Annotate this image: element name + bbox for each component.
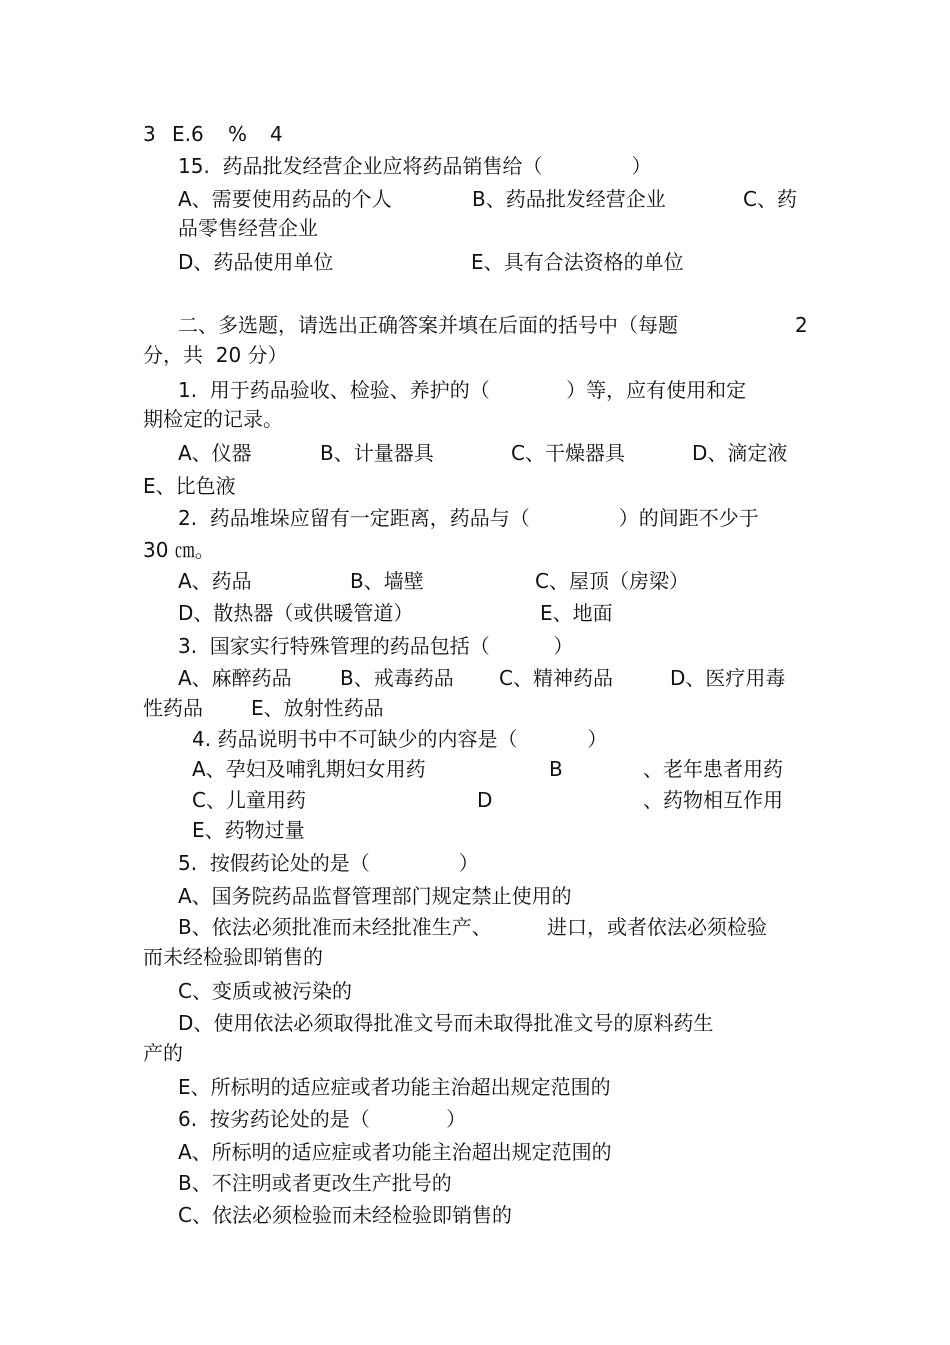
option-a: A、麻醉药品 xyxy=(178,666,292,690)
option-e: E、地面 xyxy=(540,601,613,625)
section-heading-continuation: 分，共 20 分） xyxy=(143,343,288,367)
option-e: E、比色液 xyxy=(143,474,236,498)
option-d-continuation: 性药品 xyxy=(143,696,203,720)
option-a: A、国务院药品监督管理部门规定禁止使用的 xyxy=(178,884,572,908)
fragment-percent: % xyxy=(228,122,248,146)
option-e: E、具有合法资格的单位 xyxy=(471,250,684,274)
fragment-number: 4 xyxy=(270,122,283,146)
option-e: E、放射性药品 xyxy=(251,696,384,720)
question-4-stem: 4. 药品说明书中不可缺少的内容是（ ） xyxy=(192,727,608,751)
option-b: B、计量器具 xyxy=(320,441,434,465)
question-3-stem: 3. 国家实行特殊管理的药品包括（ ） xyxy=(178,634,574,658)
option-e: E、所标明的适应症或者功能主治超出规定范围的 xyxy=(178,1075,611,1099)
option-b: B、药品批发经营企业 xyxy=(472,187,666,211)
option-c: C、儿童用药 xyxy=(192,788,306,812)
option-b-part1: B、依法必须批准而未经批准生产、 xyxy=(178,915,492,939)
option-b-part2: 进口，或者依法必须检验 xyxy=(547,915,767,939)
option-c: C、精神药品 xyxy=(499,666,613,690)
section-heading-text: 二、多选题，请选出正确答案并填在后面的括号中（每题 xyxy=(178,313,678,337)
option-d-continuation: 产的 xyxy=(143,1041,183,1065)
option-d: D、散热器（或供暖管道） xyxy=(178,601,414,625)
option-b: B、不注明或者更改生产批号的 xyxy=(178,1171,452,1195)
option-b: B、墙壁 xyxy=(350,569,424,593)
option-d: D、药品使用单位 xyxy=(178,250,334,274)
option-a: A、所标明的适应症或者功能主治超出规定范围的 xyxy=(178,1140,612,1164)
question-15-stem: 15. 药品批发经营企业应将药品销售给（ ） xyxy=(178,154,652,178)
question-5-stem: 5. 按假药论处的是（ ） xyxy=(178,851,479,875)
question-2-stem: 2. 药品堆垛应留有一定距离，药品与（ ）的间距不少于 xyxy=(178,506,759,530)
option-c: C、干燥器具 xyxy=(511,441,625,465)
option-d: D、医疗用毒 xyxy=(670,666,786,690)
option-d: D、滴定液 xyxy=(692,441,788,465)
option-c: C、变质或被污染的 xyxy=(178,979,352,1003)
option-d-letter: D xyxy=(477,788,493,812)
option-a: A、仪器 xyxy=(178,441,252,465)
option-d-text: 、药物相互作用 xyxy=(643,788,783,812)
option-c: C、依法必须检验而未经检验即销售的 xyxy=(178,1203,512,1227)
question-1-stem-continuation: 期检定的记录。 xyxy=(143,407,283,431)
section-heading-score: 2 xyxy=(795,313,808,337)
option-c: C、药 xyxy=(743,187,797,211)
option-b-text: 、老年患者用药 xyxy=(643,757,783,781)
option-d: D、使用依法必须取得批准文号而未取得批准文号的原料药生 xyxy=(178,1011,714,1035)
option-c: C、屋顶（房梁） xyxy=(535,569,689,593)
option-b-letter: B xyxy=(549,757,563,781)
option-b-continuation: 而未经检验即销售的 xyxy=(143,945,323,969)
fragment-option-e: E.6 xyxy=(172,122,204,146)
fragment-number: 3 xyxy=(143,122,156,146)
option-e: E、药物过量 xyxy=(192,818,305,842)
option-a: A、孕妇及哺乳期妇女用药 xyxy=(192,757,426,781)
question-1-stem: 1. 用于药品验收、检验、养护的（ ）等，应有使用和定 xyxy=(178,378,747,402)
option-c-continuation: 品零售经营企业 xyxy=(178,216,318,240)
option-a: A、需要使用药品的个人 xyxy=(178,187,392,211)
question-2-stem-continuation: 30 ㎝。 xyxy=(143,538,215,562)
option-b: B、戒毒药品 xyxy=(340,666,454,690)
option-a: A、药品 xyxy=(178,569,252,593)
question-6-stem: 6. 按劣药论处的是（ ） xyxy=(178,1107,467,1131)
question-15-options-row2 xyxy=(0,250,684,322)
